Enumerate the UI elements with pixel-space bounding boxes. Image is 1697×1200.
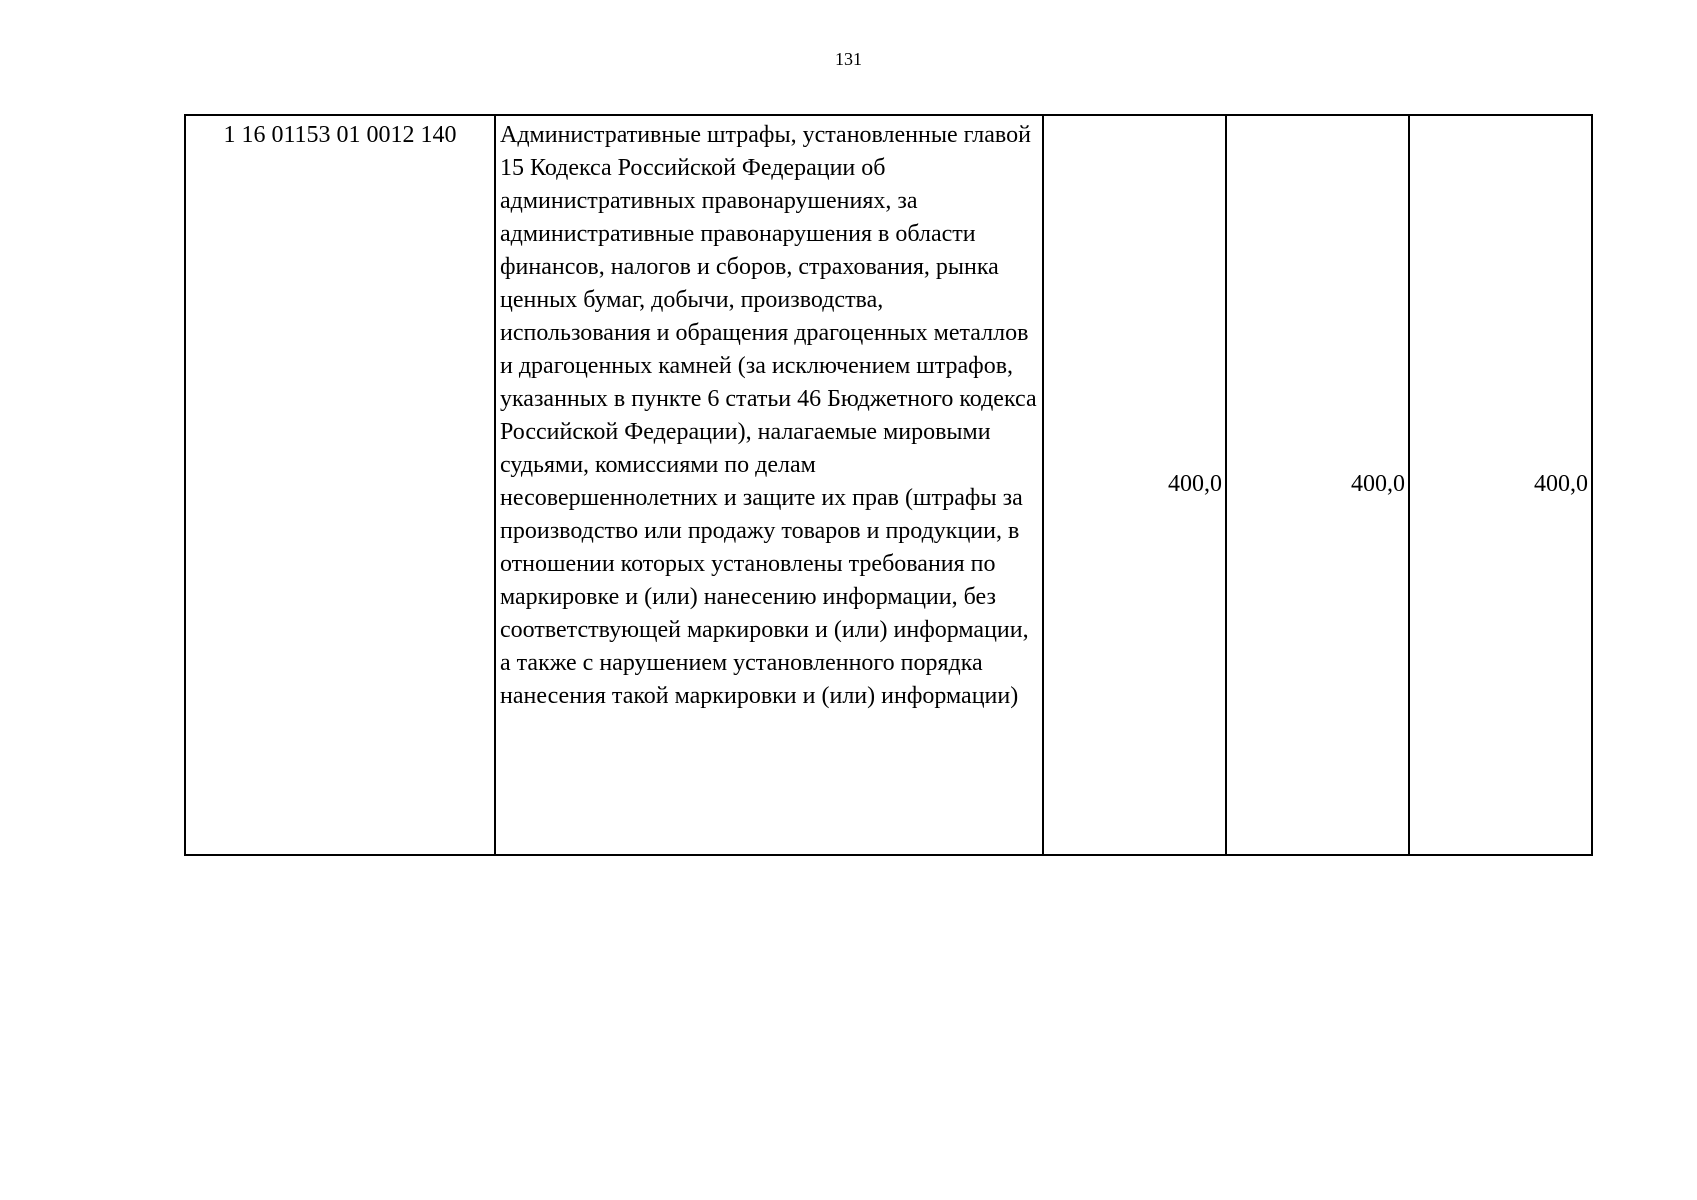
budget-code-cell: 1 16 01153 01 0012 140 [185,115,495,855]
table-row [185,115,1592,855]
amount-cell-1: 400,0 [1043,115,1226,855]
page-number: 131 [835,49,862,69]
amount-cell-3: 400,0 [1409,115,1592,855]
income-description-cell: Административные штрафы, установленные главой 15 Кодекса Российской Федерации об административных правонарушениях, за административные правонарушения в области финансов, налогов и сборов, страхования, рынка ценных бумаг, добычи, производства, использования и обращения драгоценных металлов и драгоценных камней (за исключением штрафов, указанных в пункте 6 статьи 46 Бюджетного кодекса Российской Федерации), налагаемые мировыми судьями, комиссиями по делам несовершеннолетних и защите их прав (штрафы за производство или продажу товаров и продукции, в отношении которых установлены требования по маркировке и (или) нанесению информации, без соответствующей маркировки и (или) информации, а также с нарушением установленного порядка нанесения такой маркировки и (или) информации) [495,115,1043,855]
budget-table [184,114,1593,856]
amount-cell-2: 400,0 [1226,115,1409,855]
